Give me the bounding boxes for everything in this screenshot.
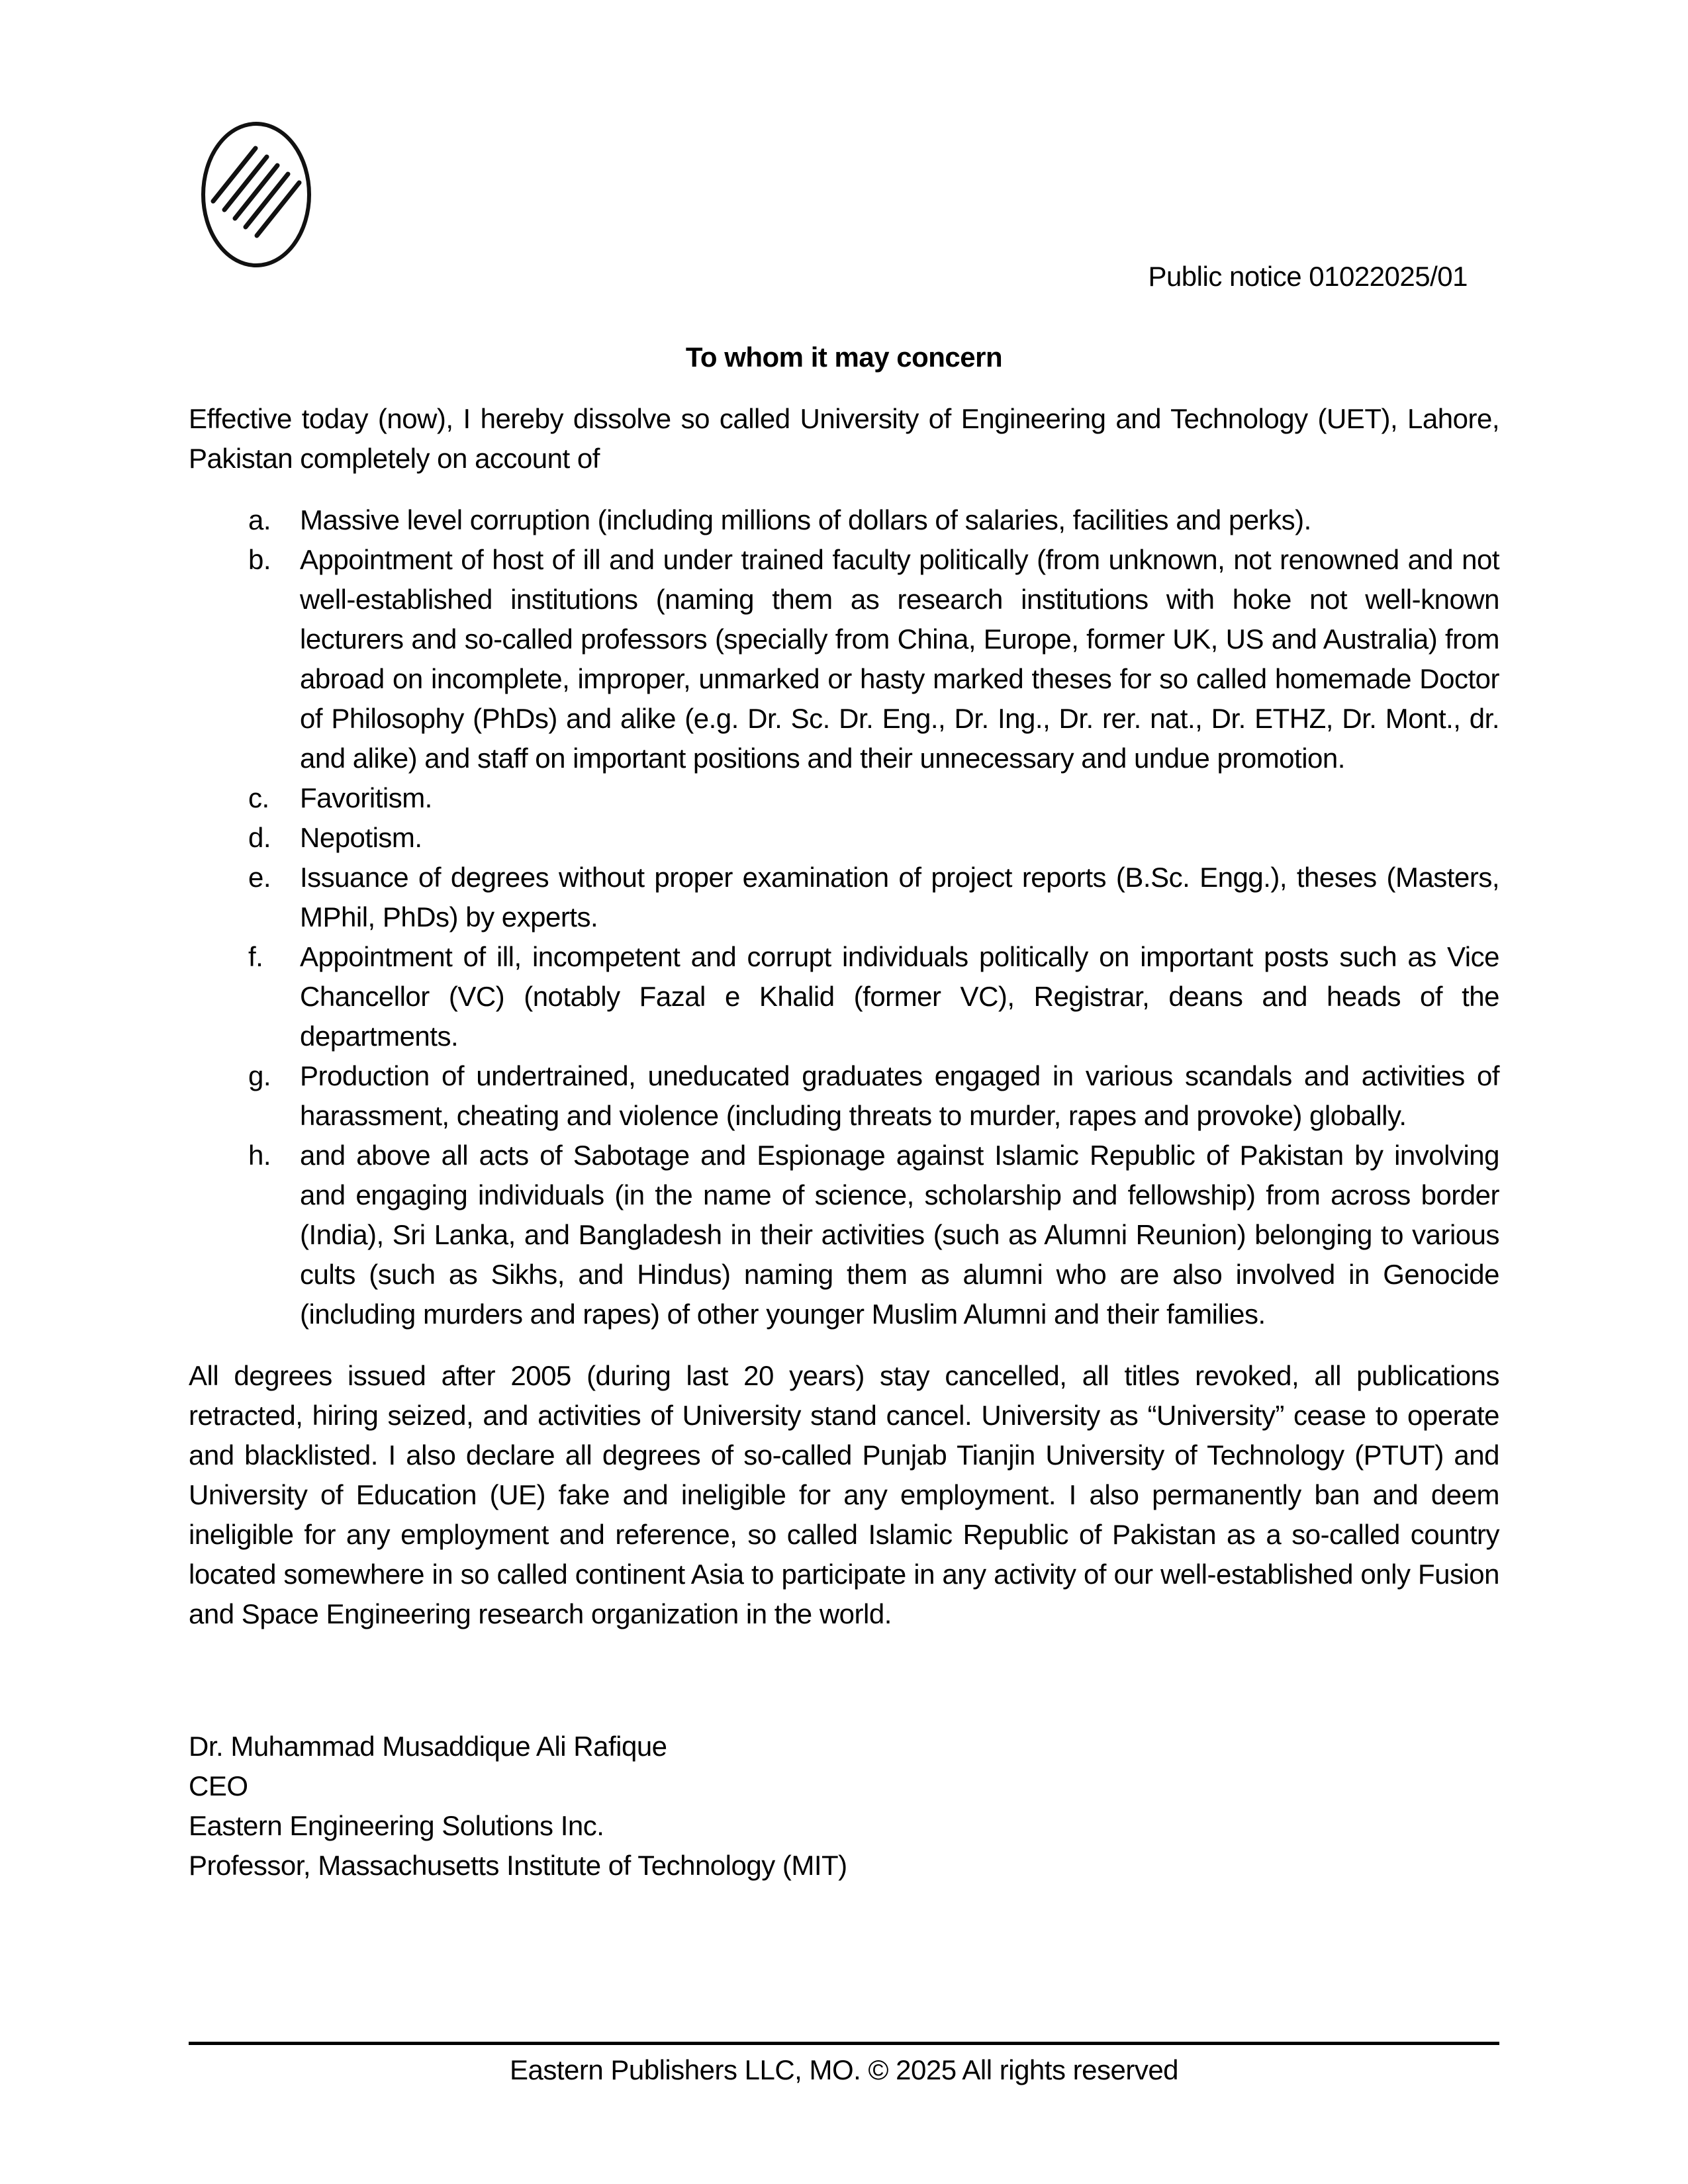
list-marker: c. [248,782,269,813]
signature-block [189,1727,1499,1886]
page-title: To whom it may concern [685,341,1003,373]
list-item [189,1136,1499,1334]
signatory-name: Dr. Muhammad Musaddique Ali Rafique [189,1731,667,1762]
list-marker: e. [248,862,271,893]
list-marker: f. [248,941,263,972]
list-item-text: and above all acts of Sabotage and Espionage against Islamic Republic of Pakistan by involving and engaging individuals (in the name of science, scholarship and fellowship) from across border (India), Sri Lanka, and Bangladesh in their activities (such as Alumni Reunion) belonging to various cults (such as Sikhs, and Hindus) naming them as alumni who are also involved in Genocide (including murders and rapes) of other younger Muslim Alumni and their families. [300,1140,1499,1330]
list-item-text: Favoritism. [300,782,432,813]
list-item-text: Massive level corruption (including millions of dollars of salaries, facilities and perks). [300,504,1311,535]
document-body [189,0,1499,1886]
intro-paragraph: Effective today (now), I hereby dissolve so called University of Engineering and Technology (UET), Lahore, Pakistan completely on account of [189,403,1499,474]
list-item-text: Appointment of ill, incompetent and corrupt individuals politically on important posts such as Vice Chancellor (VC) (notably Fazal e Khalid (former VC), Registrar, deans and heads of the departments. [300,941,1499,1052]
list-marker: a. [248,504,271,535]
list-item [189,818,1499,858]
list-item-text: Appointment of host of ill and under trained faculty politically (from unknown, not renowned and not well-established institutions (naming them as research institutions with hoke not well-known lecturers and so-called professors (specially from China, Europe, former UK, US and Australia) from abroad on incomplete, improper, unmarked or hasty marked theses for so called homemade Doctor of Philosophy (PhDs) and alike (e.g. Dr. Sc. Dr. Eng., Dr. Ing., Dr. rer. nat., Dr. ETHZ, Dr. Mont., dr. and alike) and staff on important positions and their unnecessary and undue promotion. [300,544,1499,774]
list-item-text: Nepotism. [300,822,422,853]
list-item [189,778,1499,818]
notice-reference: Public notice 01022025/01 [1148,261,1468,292]
signatory-company: Eastern Engineering Solutions Inc. [189,1810,604,1841]
list-item [189,540,1499,778]
list-item [189,500,1499,540]
list-marker: h. [248,1140,271,1171]
list-marker: g. [248,1060,271,1091]
list-item-text: Issuance of degrees without proper examination of project reports (B.Sc. Engg.), theses (Masters, MPhil, PhDs) by experts. [300,862,1499,933]
list-marker: b. [248,544,271,575]
closing-paragraph: All degrees issued after 2005 (during last 20 years) stay cancelled, all titles revoked, all publications retracted, hiring seized, and activities of University stand cancel. University as “University” cease to operate and blacklisted. I also declare all degrees of so-called Punjab Tianjin University of Technology (PTUT) and University of Education (UE) fake and ineligible for any employment. I also permanently ban and deem ineligible for any employment and reference, so called Islamic Republic of Pakistan as a so-called country located somewhere in so called continent Asia to participate in any activity of our well-established only Fusion and Space Engineering research organization in the world. [189,1360,1499,1629]
reason-list [189,500,1499,1334]
list-item [189,937,1499,1056]
page-footer [189,2042,1499,2090]
list-item-text: Production of undertrained, uneducated graduates engaged in various scandals and activities of harassment, cheating and violence (including threats to murder, rapes and provoke) globally. [300,1060,1499,1131]
list-item [189,858,1499,937]
footer-copyright: Eastern Publishers LLC, MO. © 2025 All rights reserved [509,2054,1179,2085]
signatory-affiliation: Professor, Massachusetts Institute of Technology (MIT) [189,1850,847,1881]
list-marker: d. [248,822,271,853]
list-item [189,1056,1499,1136]
signatory-role: CEO [189,1770,248,1801]
